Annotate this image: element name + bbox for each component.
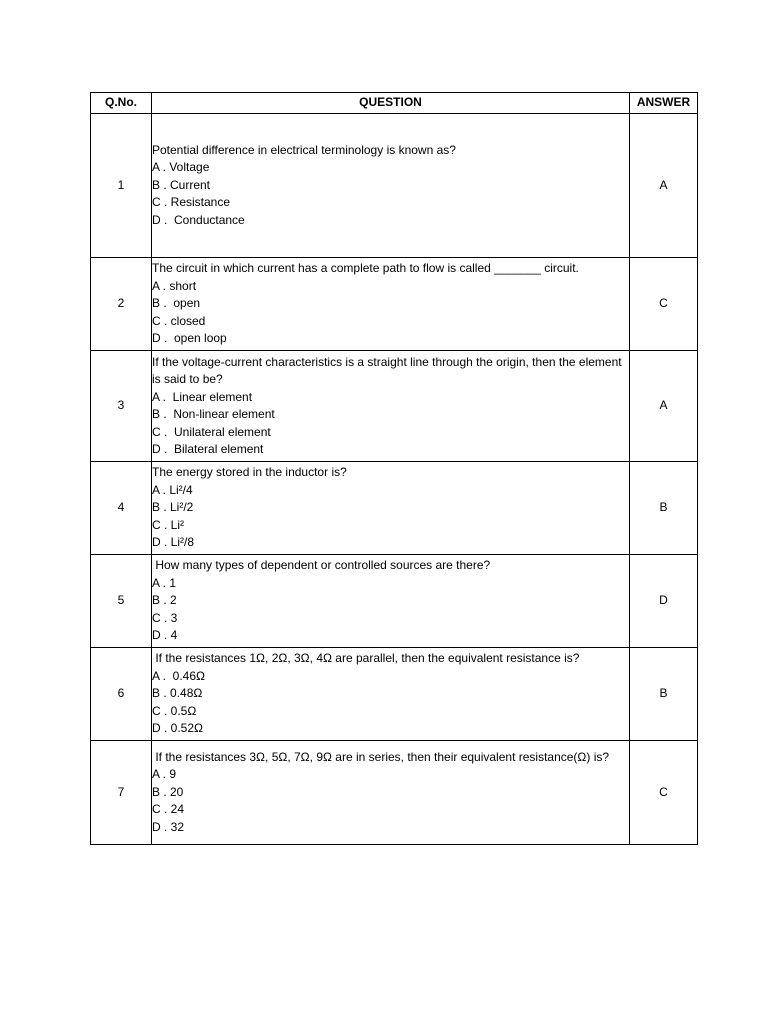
option-a: A . Li²/4 bbox=[152, 482, 193, 497]
table-row bbox=[91, 648, 698, 741]
question-text: The circuit in which current has a complete path to flow is called _______ circuit. bbox=[152, 261, 579, 276]
option-b: B . 2 bbox=[152, 593, 177, 608]
quiz-table bbox=[90, 92, 698, 845]
option-b: B . Li²/2 bbox=[152, 500, 194, 515]
header-answer: ANSWER bbox=[630, 93, 698, 114]
option-d: D . Bilateral element bbox=[152, 442, 264, 456]
question-number: 2 bbox=[91, 258, 152, 351]
option-b: B . Non-linear element bbox=[152, 407, 275, 421]
question-number: 1 bbox=[91, 114, 152, 258]
option-c: C . 3 bbox=[152, 610, 178, 625]
table-row bbox=[91, 351, 698, 462]
question-number: 3 bbox=[91, 351, 152, 462]
option-d: D . 32 bbox=[152, 819, 185, 834]
question-number: 6 bbox=[91, 648, 152, 741]
option-c: C . closed bbox=[152, 313, 206, 328]
table-row bbox=[91, 258, 698, 351]
question-cell bbox=[152, 351, 630, 462]
option-b: B . open bbox=[152, 296, 201, 311]
question-cell bbox=[152, 741, 630, 845]
answer-cell: A bbox=[630, 351, 698, 462]
option-c: C . Unilateral element bbox=[152, 424, 271, 439]
question-number: 7 bbox=[91, 741, 152, 845]
option-c: C . Li² bbox=[152, 517, 185, 532]
question-text: Potential difference in electrical terminology is known as? bbox=[152, 142, 456, 157]
table-header-row bbox=[91, 93, 698, 114]
answer-cell: C bbox=[630, 258, 698, 351]
question-cell bbox=[152, 258, 630, 351]
table-row bbox=[91, 555, 698, 648]
option-d: D . Li²/8 bbox=[152, 535, 195, 550]
answer-cell: B bbox=[630, 648, 698, 741]
option-b: B . Current bbox=[152, 177, 211, 192]
option-a: A . short bbox=[152, 278, 197, 293]
question-cell bbox=[152, 555, 630, 648]
option-a: A . Voltage bbox=[152, 160, 210, 175]
option-b: B . 20 bbox=[152, 784, 184, 799]
answer-cell: A bbox=[630, 114, 698, 258]
table-row bbox=[91, 462, 698, 555]
header-qno: Q.No. bbox=[91, 93, 152, 114]
question-text: If the voltage-current characteristics is a straight line through the origin, then the element is said to be? bbox=[152, 354, 625, 386]
option-c: C . 0.5Ω bbox=[152, 703, 197, 718]
question-text: If the resistances 1Ω, 2Ω, 3Ω, 4Ω are parallel, then the equivalent resistance is? bbox=[152, 651, 580, 666]
option-a: A . 9 bbox=[152, 767, 177, 782]
answer-cell: B bbox=[630, 462, 698, 555]
table-row bbox=[91, 114, 698, 258]
header-question: QUESTION bbox=[152, 93, 630, 114]
question-text: If the resistances 3Ω, 5Ω, 7Ω, 9Ω are in series, then their equivalent resistance(Ω) is? bbox=[152, 749, 610, 764]
answer-cell: D bbox=[630, 555, 698, 648]
option-a: A . 1 bbox=[152, 575, 177, 590]
option-d: D . Conductance bbox=[152, 212, 245, 227]
option-c: C . Resistance bbox=[152, 195, 231, 210]
option-d: D . 0.52Ω bbox=[152, 721, 203, 736]
option-d: D . 4 bbox=[152, 628, 178, 643]
option-a: A . Linear element bbox=[152, 389, 253, 404]
question-number: 5 bbox=[91, 555, 152, 648]
question-number: 4 bbox=[91, 462, 152, 555]
question-text: How many types of dependent or controlled sources are there? bbox=[152, 558, 491, 573]
question-cell bbox=[152, 648, 630, 741]
question-cell bbox=[152, 462, 630, 555]
question-text: The energy stored in the inductor is? bbox=[152, 465, 347, 480]
option-c: C . 24 bbox=[152, 802, 185, 817]
option-d: D . open loop bbox=[152, 331, 227, 346]
option-b: B . 0.48Ω bbox=[152, 686, 203, 701]
question-cell bbox=[152, 114, 630, 258]
option-a: A . 0.46Ω bbox=[152, 668, 206, 683]
table-row bbox=[91, 741, 698, 845]
answer-cell: C bbox=[630, 741, 698, 845]
